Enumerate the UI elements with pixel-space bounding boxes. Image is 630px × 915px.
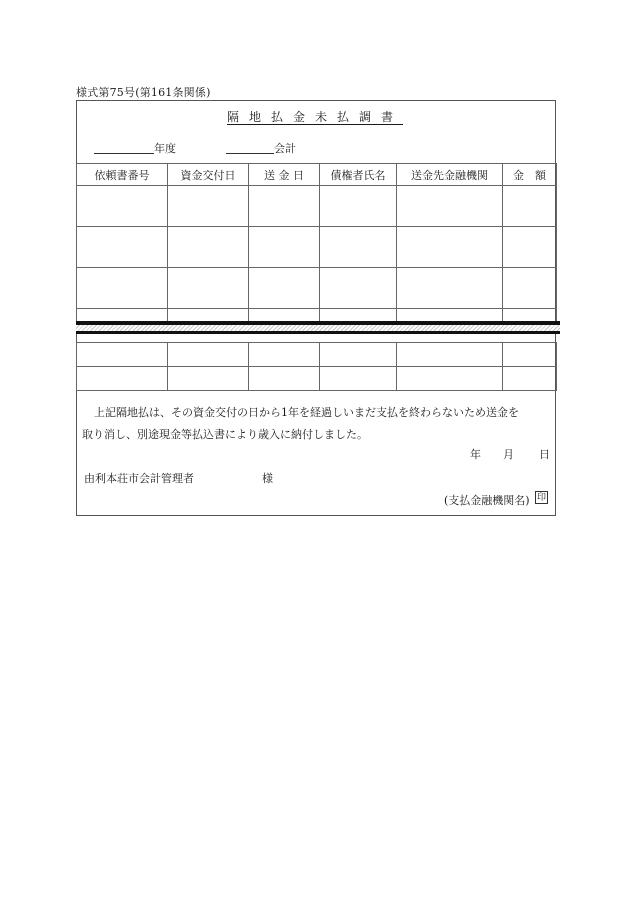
table-cell[interactable] <box>320 366 397 390</box>
table-cell[interactable] <box>168 227 249 268</box>
header-creditor-name: 債権者氏名 <box>320 164 397 186</box>
date-year: 年 <box>470 448 481 461</box>
table-cell[interactable] <box>503 366 557 390</box>
table-cell[interactable] <box>397 186 503 227</box>
table-cell[interactable] <box>320 227 397 268</box>
form-number: 様式第75号(第161条関係) <box>76 86 211 99</box>
table-cell[interactable] <box>77 186 168 227</box>
table-cell[interactable] <box>397 227 503 268</box>
table-cell[interactable] <box>320 342 397 366</box>
table-row <box>77 268 557 309</box>
header-request-number: 依頼書番号 <box>77 164 168 186</box>
statement-line-1: 上記隔地払は、その資金交付の日から1年を経過しいまだ支払を終わらないため送金を <box>94 406 519 419</box>
header-remittance-date: 送 金 日 <box>249 164 320 186</box>
header-fund-date: 資金交付日 <box>168 164 249 186</box>
table-row-partial <box>77 309 557 322</box>
table-cell[interactable] <box>397 366 503 390</box>
table-cell <box>168 309 249 322</box>
table-cell[interactable] <box>168 268 249 309</box>
table-cell[interactable] <box>503 268 557 309</box>
table-cell[interactable] <box>77 366 168 390</box>
table-cell[interactable] <box>503 186 557 227</box>
table-row <box>77 342 557 366</box>
table-break-line-bottom <box>76 331 560 334</box>
table-cell <box>320 309 397 322</box>
table-cell[interactable] <box>77 342 168 366</box>
date-month: 月 <box>503 448 514 461</box>
header-bank: 送金先金融機関 <box>397 164 503 186</box>
table-cell <box>503 309 557 322</box>
fiscal-year-blank[interactable] <box>94 153 154 154</box>
table-cell[interactable] <box>168 342 249 366</box>
table-cell[interactable] <box>249 186 320 227</box>
table-row <box>77 227 557 268</box>
remittance-table <box>76 163 557 391</box>
table-cell[interactable] <box>249 342 320 366</box>
manager-name: 由利本荘市会計管理者 <box>84 472 194 485</box>
table-cell[interactable] <box>168 186 249 227</box>
table-cell[interactable] <box>249 227 320 268</box>
statement-line-2: 取り消し、別途現金等払込書により歳入に納付しました。 <box>82 428 368 441</box>
table-cell[interactable] <box>320 268 397 309</box>
bank-name-label: (支払金融機関名) <box>444 494 530 507</box>
table-cell <box>77 309 168 322</box>
table-cell[interactable] <box>397 268 503 309</box>
date-day: 日 <box>539 448 550 461</box>
table-cell[interactable] <box>503 342 557 366</box>
table-cell[interactable] <box>249 268 320 309</box>
table-cell[interactable] <box>249 366 320 390</box>
table-row <box>77 186 557 227</box>
account-blank[interactable] <box>226 153 274 154</box>
header-amount: 金 額 <box>503 164 557 186</box>
table-cell[interactable] <box>77 268 168 309</box>
table-cell[interactable] <box>168 366 249 390</box>
table-header-row <box>77 164 557 186</box>
account-label: 会計 <box>274 142 296 155</box>
table-cell <box>397 309 503 322</box>
seal-stamp: 印 <box>536 493 546 503</box>
table-cell <box>249 309 320 322</box>
table-cell[interactable] <box>397 342 503 366</box>
table-cell[interactable] <box>320 186 397 227</box>
table-row <box>77 366 557 390</box>
honorific: 様 <box>262 472 273 485</box>
table-cell[interactable] <box>503 227 557 268</box>
table-cell[interactable] <box>77 227 168 268</box>
fiscal-year-label: 年度 <box>154 142 176 155</box>
form-title: 隔地払金未払調書 <box>226 110 403 124</box>
statement-text <box>82 402 552 446</box>
